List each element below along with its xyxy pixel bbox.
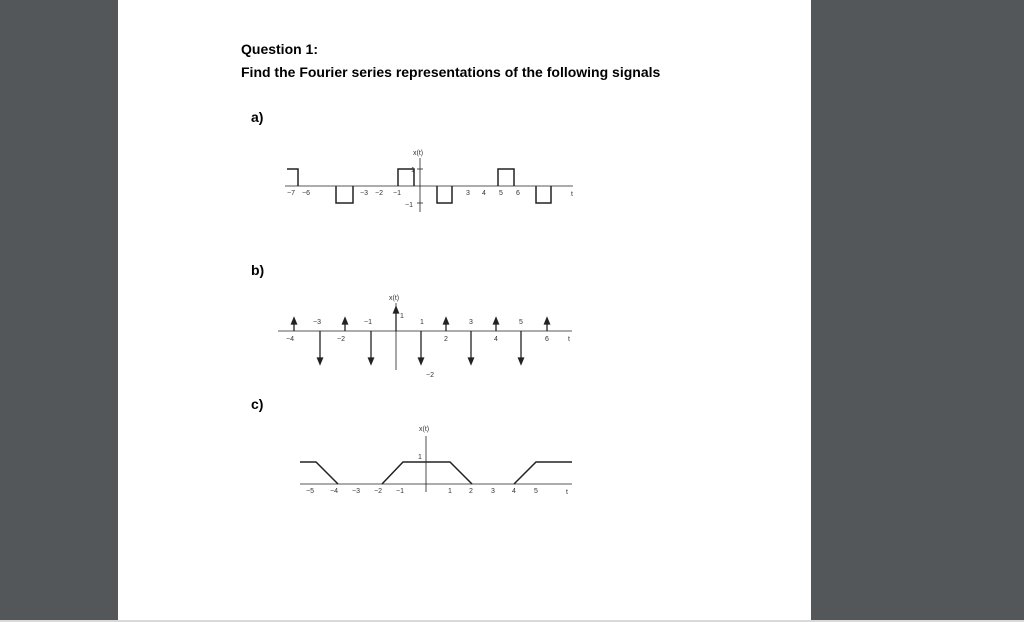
figure-b-label-top: 5	[519, 319, 523, 326]
figure-c-xlabel: t	[566, 489, 568, 496]
figure-a-xtick: 3	[466, 190, 470, 197]
figure-a-ytick-label-1: 1	[411, 167, 415, 174]
figure-b	[278, 303, 572, 370]
figure-b-arrow-up	[343, 318, 348, 324]
figure-c	[300, 436, 572, 492]
figure-a	[285, 158, 573, 212]
figure-b-label-bottom: 4	[494, 336, 498, 343]
figure-b-arrow-down	[469, 358, 474, 364]
figure-a-xtick: −3	[360, 190, 368, 197]
part-c-label: c)	[251, 396, 264, 412]
figure-a-xtick: −2	[375, 190, 383, 197]
figure-b-arrow-down	[419, 358, 424, 364]
figure-b-label-top: 1	[420, 319, 424, 326]
figure-a-ylabel: x(t)	[413, 150, 424, 157]
figure-b-xlabel: t	[568, 336, 570, 343]
part-a-label: a)	[251, 109, 264, 125]
figure-b-label-top: −1	[364, 319, 372, 326]
figure-b-arrow-up	[292, 318, 297, 324]
figure-c-xtick: −2	[374, 488, 382, 495]
figure-c-xtick: −3	[352, 488, 360, 495]
figure-c-xtick: −5	[306, 488, 314, 495]
figure-a-pulse-4	[437, 186, 452, 203]
figure-c-xtick: −1	[396, 488, 404, 495]
figure-a-pulse-2	[336, 186, 353, 203]
figure-a-pulse-6	[536, 186, 551, 203]
figure-c-xtick: 2	[469, 488, 473, 495]
figure-a-xtick: −1	[393, 190, 401, 197]
figure-a-xtick: −7	[287, 190, 295, 197]
figure-b-arrow-up	[394, 307, 399, 313]
figure-a-xlabel: t	[571, 191, 573, 198]
figure-a-ytick-label-m1: −1	[405, 202, 413, 209]
figure-b-ylabel: x(t)	[389, 295, 400, 302]
figure-b-amplitude-m2: −2	[426, 372, 434, 379]
figure-c-ytick-label-1: 1	[418, 454, 422, 461]
figure-b-arrow-down	[318, 358, 323, 364]
figure-b-arrow-up	[444, 318, 449, 324]
figure-a-xtick: −6	[302, 190, 310, 197]
question-prompt: Find the Fourier series representations of the following signals	[241, 64, 661, 80]
figure-c-xtick: 3	[491, 488, 495, 495]
figure-b-amplitude-1: 1	[400, 313, 404, 320]
figure-b-label-bottom: −2	[337, 336, 345, 343]
figure-c-xtick: 4	[512, 488, 516, 495]
figure-b-label-bottom: −4	[286, 336, 294, 343]
figure-c-xtick: 1	[448, 488, 452, 495]
figure-b-arrow-down	[369, 358, 374, 364]
figure-c-xtick: −4	[330, 488, 338, 495]
figure-a-pulse-1	[287, 169, 298, 186]
figure-c-ylabel: x(t)	[419, 426, 430, 433]
figure-c-trapezoid-right	[514, 462, 572, 484]
figure-a-xtick: 5	[499, 190, 503, 197]
question-title: Question 1:	[241, 41, 319, 57]
figure-b-arrow-up	[545, 318, 550, 324]
figure-b-label-bottom: 6	[545, 336, 549, 343]
figure-c-trapezoid-center	[382, 462, 472, 484]
figure-b-arrow-up	[494, 318, 499, 324]
figure-b-arrow-down	[519, 358, 524, 364]
figure-a-xtick: 6	[516, 190, 520, 197]
figure-b-label-top: −3	[313, 319, 321, 326]
figure-c-xtick: 5	[534, 488, 538, 495]
figure-c-trapezoid-left	[300, 462, 338, 484]
part-b-label: b)	[251, 262, 265, 278]
figure-a-xtick: 4	[482, 190, 486, 197]
figure-b-label-top: 3	[469, 319, 473, 326]
figure-b-label-bottom: 2	[444, 336, 448, 343]
figure-a-pulse-5	[498, 169, 514, 186]
